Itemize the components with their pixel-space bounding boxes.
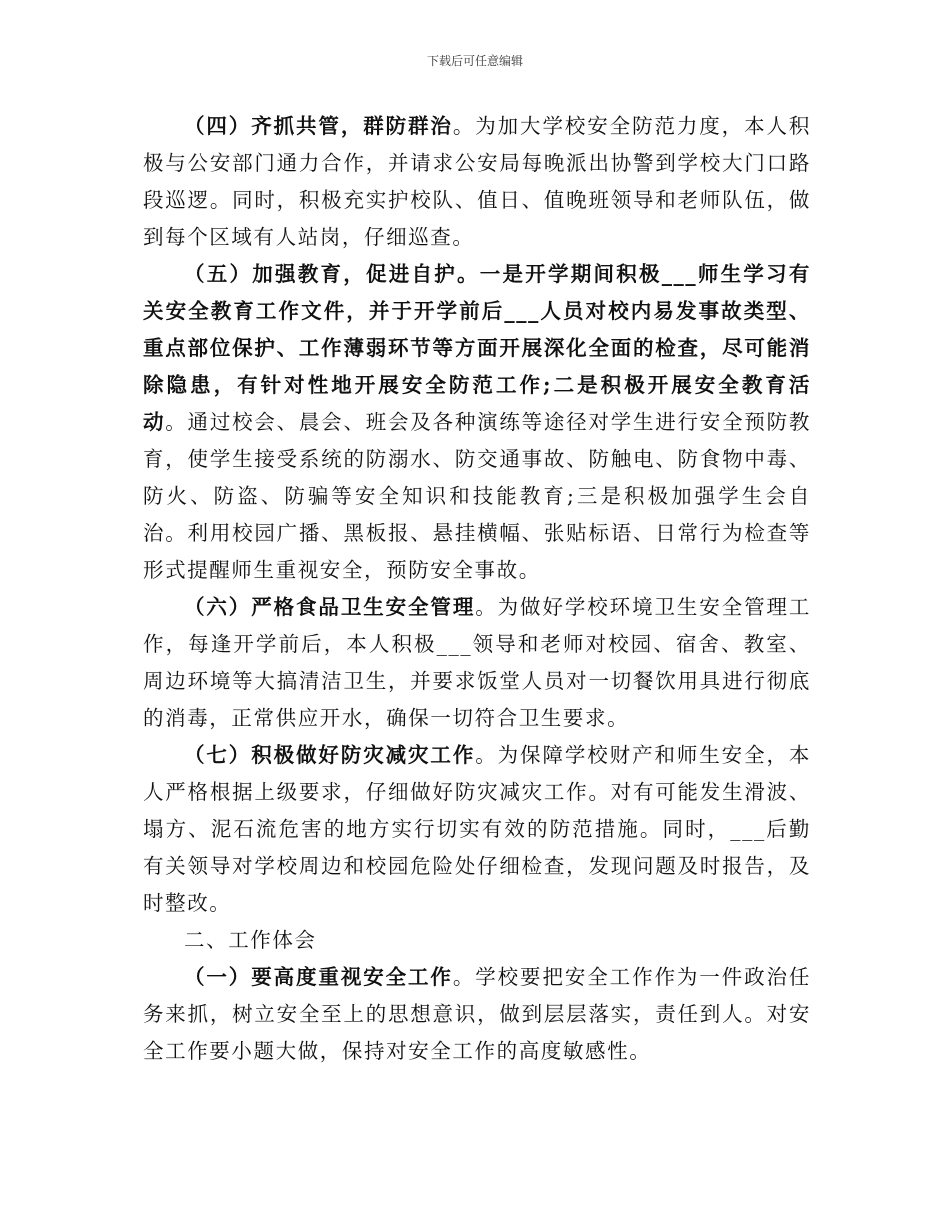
paragraph-body: 。为保障学校财产和师生安全，本人严格根据上级要求，仔细做好防灾减灾工作。对有可能发生滑波、塌方、泥石流危害的地方实行切实有效的防范措施。同时，___后勤有关领导对学校周边和校园危险处仔细检查，发现问题及时报告，及时整改。 bbox=[143, 743, 811, 915]
paragraph-4 bbox=[143, 108, 811, 256]
paragraph-section2-1 bbox=[143, 959, 811, 1070]
paragraph-lead: （七）积极做好防灾减灾工作 bbox=[184, 743, 476, 767]
paragraph-body: 。通过校会、晨会、班会及各种演练等途径对学生进行安全预防教育，使学生接受系统的防溺水、防交通事故、防触电、防食物中毒、防火、防盗、防骗等安全知识和技能教育;三是积极加强学生会自治。利用校园广播、黑板报、悬挂横幅、张贴标语、日常行为检查等形式提醒师生重视安全，预防安全事故。 bbox=[143, 410, 811, 582]
paragraph-7 bbox=[143, 737, 811, 922]
paragraph-lead: （一）要高度重视安全工作 bbox=[184, 965, 453, 989]
page-header: 下载后可任意编辑 bbox=[426, 54, 523, 68]
paragraph-lead: （六）严格食品卫生安全管理 bbox=[184, 595, 476, 619]
paragraph-body: 。为加大学校安全防范力度，本人积极与公安部门通力合作，并请求公安局每晚派出协警到学校大门口路段巡逻。同时，积极充实护校队、值日、值晚班领导和老师队伍，做到每个区域有人站岗，仔细巡查。 bbox=[143, 114, 811, 249]
paragraph-lead: （五）加强教育，促进自护。一是开学期间积极___师生学习有关安全教育工作文件，并于开学前后___人员对校内易发事故类型、重点部位保护、工作薄弱环节等方面开展深化全面的检查，尽可能消除隐患，有针对性地开展安全防范工作;二是积极开展安全教育活动 bbox=[143, 262, 811, 434]
paragraph-5 bbox=[143, 256, 811, 589]
document-body bbox=[143, 108, 811, 1070]
section-title: 二、工作体会 bbox=[184, 928, 317, 952]
paragraph-body: 。学校要把安全工作作为一件政治任务来抓，树立安全至上的思想意识，做到层层落实，责任到人。对安全工作要小题大做，保持对安全工作的高度敏感性。 bbox=[143, 965, 811, 1063]
paragraph-body: 。为做好学校环境卫生安全管理工作，每逢开学前后，本人积极___领导和老师对校园、宿舍、教室、周边环境等大搞清洁卫生，并要求饭堂人员对一切餐饮用具进行彻底的消毒，正常供应开水，确保一切符合卫生要求。 bbox=[143, 595, 811, 730]
paragraph-lead: （四）齐抓共管，群防群治 bbox=[184, 114, 453, 138]
paragraph-6 bbox=[143, 589, 811, 737]
